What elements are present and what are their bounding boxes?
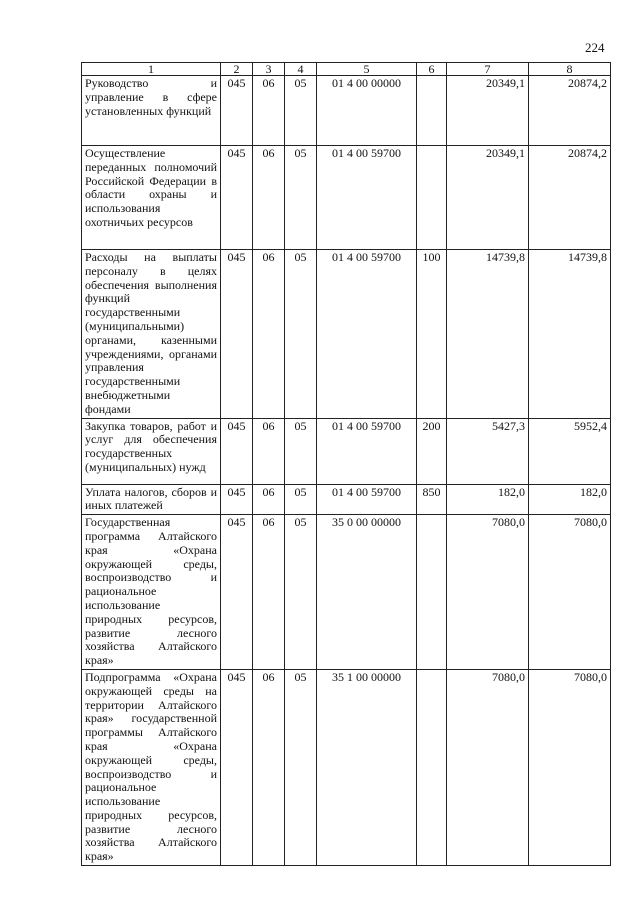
header-col-6: 6 (417, 63, 447, 76)
table-row (82, 484, 611, 515)
row-amount-year1: 7080,0 (447, 669, 529, 865)
header-col-8: 8 (529, 63, 611, 76)
table-row (82, 418, 611, 484)
row-subsection: 05 (285, 250, 317, 419)
row-code-admin: 045 (221, 669, 253, 865)
table-row (82, 515, 611, 670)
row-name: Закупка товаров, работ и услуг для обеспечения государственных (муниципальных) нужд (82, 418, 221, 484)
table-row (82, 250, 611, 419)
row-code-admin: 045 (221, 250, 253, 419)
row-subsection: 05 (285, 146, 317, 250)
row-name: Осуществление переданных полномочий Российской Федерации в области охраны и использования охотничьих ресурсов (82, 146, 221, 250)
row-subsection: 05 (285, 484, 317, 515)
row-subsection: 05 (285, 515, 317, 670)
header-col-2: 2 (221, 63, 253, 76)
row-expense-type (417, 669, 447, 865)
row-amount-year1: 182,0 (447, 484, 529, 515)
row-name: Уплата налогов, сборов и иных платежей (82, 484, 221, 515)
row-code-admin: 045 (221, 515, 253, 670)
row-name: Подпрограмма «Охрана окружающей среды на территории Алтайского края» государственной программы Алтайского края «Охрана окружающей среды, воспроизводство и рациональное использование природных ресурсов, развитие лесного хозяйства Алтайского края» (82, 669, 221, 865)
row-amount-year1: 14739,8 (447, 250, 529, 419)
row-name: Руководство и управление в сфере установленных функций (82, 76, 221, 146)
budget-table (81, 62, 611, 866)
row-target-article: 01 4 00 59700 (317, 484, 417, 515)
row-subsection: 05 (285, 76, 317, 146)
row-section: 06 (253, 515, 285, 670)
row-amount-year2: 7080,0 (529, 515, 611, 670)
header-col-5: 5 (317, 63, 417, 76)
header-col-4: 4 (285, 63, 317, 76)
row-section: 06 (253, 250, 285, 419)
row-section: 06 (253, 146, 285, 250)
page-number: 224 (585, 40, 605, 55)
row-code-admin: 045 (221, 418, 253, 484)
table-header-row (82, 63, 611, 76)
header-col-1: 1 (82, 63, 221, 76)
row-amount-year1: 5427,3 (447, 418, 529, 484)
row-expense-type (417, 76, 447, 146)
row-amount-year2: 20874,2 (529, 146, 611, 250)
row-target-article: 01 4 00 00000 (317, 76, 417, 146)
row-expense-type: 200 (417, 418, 447, 484)
row-expense-type (417, 146, 447, 250)
row-code-admin: 045 (221, 484, 253, 515)
row-amount-year1: 20349,1 (447, 76, 529, 146)
row-code-admin: 045 (221, 76, 253, 146)
row-expense-type: 100 (417, 250, 447, 419)
row-section: 06 (253, 76, 285, 146)
row-target-article: 01 4 00 59700 (317, 418, 417, 484)
row-expense-type (417, 515, 447, 670)
row-section: 06 (253, 669, 285, 865)
row-section: 06 (253, 484, 285, 515)
row-target-article: 01 4 00 59700 (317, 250, 417, 419)
row-amount-year1: 7080,0 (447, 515, 529, 670)
header-col-7: 7 (447, 63, 529, 76)
row-amount-year2: 20874,2 (529, 76, 611, 146)
row-name: Государственная программа Алтайского края «Охрана окружающей среды, воспроизводство и рациональное использование природных ресурсов, развитие лесного хозяйства Алтайского края» (82, 515, 221, 670)
row-target-article: 01 4 00 59700 (317, 146, 417, 250)
row-code-admin: 045 (221, 146, 253, 250)
table-row (82, 146, 611, 250)
row-target-article: 35 1 00 00000 (317, 669, 417, 865)
row-expense-type: 850 (417, 484, 447, 515)
row-subsection: 05 (285, 669, 317, 865)
row-amount-year2: 182,0 (529, 484, 611, 515)
row-target-article: 35 0 00 00000 (317, 515, 417, 670)
table-row (82, 669, 611, 865)
row-amount-year2: 14739,8 (529, 250, 611, 419)
row-name: Расходы на выплаты персоналу в целях обеспечения выполнения функций государственными (муниципальными) органами, казенными учреждениями, органами управления государственными внебюджетными фондами (82, 250, 221, 419)
row-section: 06 (253, 418, 285, 484)
row-amount-year2: 5952,4 (529, 418, 611, 484)
table-row (82, 76, 611, 146)
row-amount-year2: 7080,0 (529, 669, 611, 865)
header-col-3: 3 (253, 63, 285, 76)
row-amount-year1: 20349,1 (447, 146, 529, 250)
row-subsection: 05 (285, 418, 317, 484)
